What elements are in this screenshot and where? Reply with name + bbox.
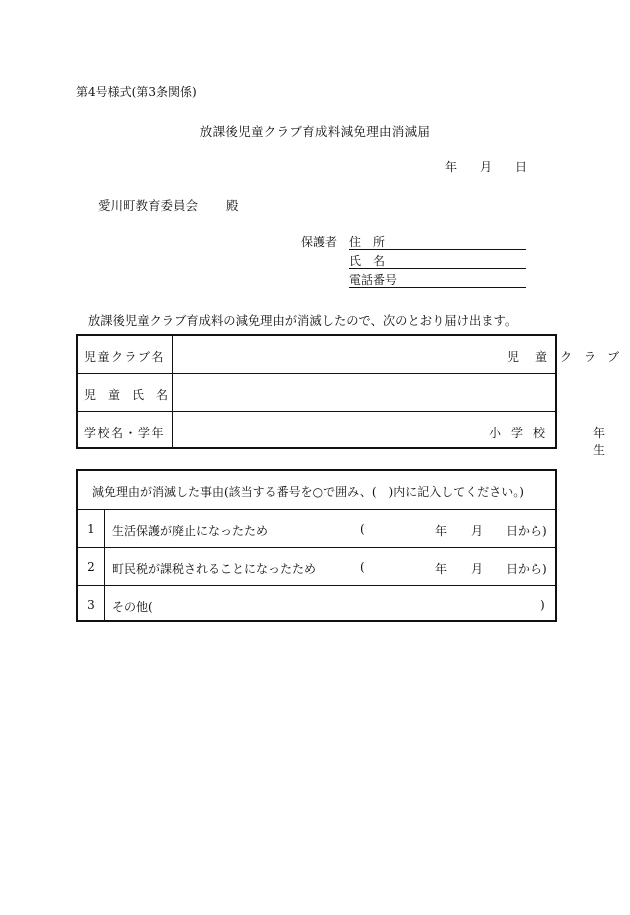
info-table [76, 334, 620, 457]
open-paren: ( [360, 560, 365, 574]
club-suffix-char: 童 [535, 350, 548, 364]
club-suffix-char: 児 [507, 350, 520, 364]
open-paren: ( [360, 522, 365, 536]
guardian-address-field[interactable] [349, 233, 526, 250]
guardian-phone-field[interactable] [349, 271, 526, 288]
close-paren: ) [540, 598, 545, 612]
date-day-label: 日 [515, 160, 528, 174]
day-from-label: 日から) [506, 562, 547, 576]
school-suffix-char: 小 [489, 426, 502, 440]
reason-text: その他( [112, 600, 153, 614]
document-title: 放課後児童クラブ育成料減免理由消滅届 [199, 124, 431, 139]
guardian-name-label: 氏 名 [349, 254, 386, 268]
reason-number: 1 [87, 522, 95, 536]
addressee [98, 196, 239, 214]
form-number: 第4号様式(第3条関係) [76, 85, 197, 99]
club-suffix-char: ブ [607, 350, 620, 364]
month-label: 月 [471, 562, 484, 576]
addressee-name: 愛川町教育委員会 [98, 198, 199, 213]
date-year-label: 年 [445, 160, 458, 174]
reason-text: 町民税が課税されることになったため [112, 562, 317, 576]
club-suffix-char: ラ [584, 350, 597, 364]
reason-row-3[interactable] [78, 586, 555, 622]
club-name-field[interactable] [173, 336, 620, 373]
school-grade-field[interactable] [173, 412, 606, 457]
child-name-label: 児 童 氏 名 [84, 388, 169, 402]
year-label: 年 [435, 562, 448, 576]
guardian-name-field[interactable] [349, 252, 526, 269]
reason-number: 2 [87, 560, 95, 574]
guardian-label: 保護者 [301, 235, 338, 249]
reason-text: 生活保護が廃止になったため [112, 524, 269, 538]
reason-row-1[interactable] [78, 510, 555, 547]
reason-table-header: 減免理由が消滅した事由(該当する番号を○で囲み、( )内に記入してください。) [92, 485, 524, 499]
guardian-address-label: 住 所 [349, 235, 386, 249]
date-month-label: 月 [480, 160, 493, 174]
child-name-field[interactable] [173, 374, 555, 411]
addressee-honorific: 殿 [226, 198, 239, 213]
month-label: 月 [471, 524, 484, 538]
school-suffix-char: 学 [511, 426, 524, 440]
reason-row-2[interactable] [78, 548, 555, 585]
school-grade-label: 学校名・学年 [84, 426, 166, 440]
school-suffix-char: 校 [533, 426, 546, 440]
year-label: 年 [435, 524, 448, 538]
reason-number: 3 [87, 598, 95, 612]
reason-table [76, 469, 557, 622]
guardian-phone-label: 電話番号 [349, 273, 398, 287]
grade-suffix: 年生 [593, 426, 606, 457]
intro-text: 放課後児童クラブ育成料の減免理由が消滅したので、次のとおり届け出ます。 [88, 314, 518, 328]
club-suffix-char: ク [560, 350, 573, 364]
day-from-label: 日から) [506, 524, 547, 538]
club-name-label: 児童クラブ名 [84, 350, 166, 364]
